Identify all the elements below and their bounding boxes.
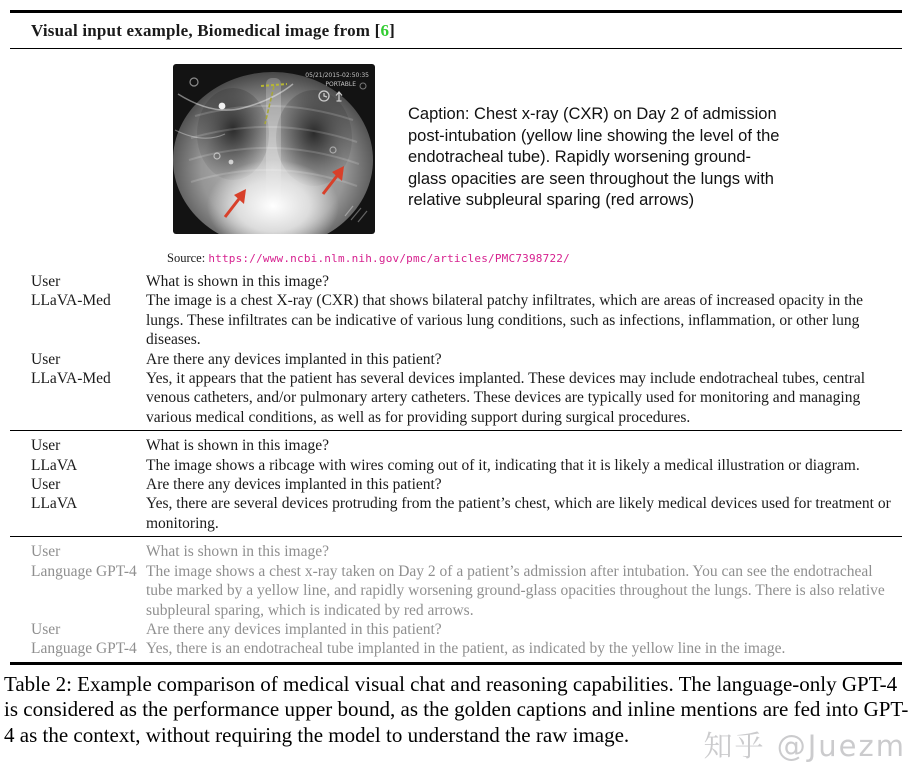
speaker-label: User: [31, 437, 61, 455]
source-label: Source:: [167, 251, 206, 265]
turn-row: [10, 369, 902, 427]
turn-text: What is shown in this image?: [146, 273, 329, 290]
turn-row: [10, 456, 902, 475]
table-header: [10, 13, 902, 48]
turn-text: The image is a chest X-ray (CXR) that shows bilateral patchy infiltrates, which are areas of increased opacity in the lungs. These infiltrates can be indicative of various lung conditions, such as infections, inflammation, or other lung diseases.: [146, 292, 864, 349]
turn-text: Yes, there is an endotracheal tube implanted in the patient, as indicated by the yellow line in the image.: [146, 640, 786, 658]
turn-row: [10, 291, 902, 349]
speaker-label: Language GPT-4: [31, 562, 137, 580]
header-title-suffix: ]: [389, 21, 396, 40]
citation-link[interactable]: 6: [380, 21, 390, 40]
speaker-label: LLaVA: [31, 495, 78, 513]
turn-row: [10, 494, 902, 533]
turn-row: [10, 350, 902, 369]
turn-row: [10, 620, 902, 639]
language-gpt4-section: [10, 537, 902, 661]
turn-text: Are there any devices implanted in this patient?: [146, 620, 442, 638]
turn-text: The image shows a chest x-ray taken on Day 2 of a patient’s admission after intubation. You can see the endotracheal tube marked by a yellow line, and rapidly worsening ground-glass opacities throughout the lungs. There is also relative subpleural sparing, which is indicated by red arrows.: [146, 562, 885, 619]
speaker-label: User: [31, 273, 61, 290]
paper-page: [0, 10, 911, 783]
turn-row: [10, 436, 902, 455]
source-row: [167, 251, 902, 267]
turn-row: [10, 272, 902, 291]
speaker-label: User: [31, 620, 61, 638]
speaker-label: User: [31, 476, 61, 494]
llava-section: [10, 431, 902, 536]
speaker-label: LLaVA: [31, 456, 78, 474]
speaker-label: User: [31, 543, 61, 561]
table-caption: Table 2: Example comparison of medical visual chat and reasoning capabilities. The language-only GPT-4 is considered as the performance upper bound, as the golden captions and inline mentions are fed into GPT-4 as the context, without requiring the model to understand the raw image.: [4, 671, 909, 747]
turn-text: Are there any devices implanted in this patient?: [146, 350, 442, 368]
header-title: Visual input example, Biomedical image from [: [31, 21, 381, 40]
table-bottom-border: [10, 662, 902, 665]
speaker-label: LLaVA-Med: [31, 292, 111, 310]
turn-text: Yes, there are several devices protruding from the patient’s chest, which are likely medical devices used for treatment or monitoring.: [146, 495, 891, 532]
turn-text: What is shown in this image?: [146, 543, 329, 561]
figure-row: [10, 49, 902, 251]
xray-mode-label: PORTABLE: [325, 81, 356, 88]
turn-text: Yes, it appears that the patient has several devices implanted. These devices may include endotracheal tubes, central venous catheters, and/or pulmonary artery catheters. These devices are typically used for monitoring and managing various medical conditions, as well as for providing support during surgical procedures.: [146, 370, 866, 426]
turn-row: [10, 475, 902, 494]
xray-svg: [173, 64, 375, 234]
chest-xray-image: [173, 64, 375, 234]
speaker-label: User: [31, 350, 61, 368]
example-table: [10, 10, 902, 662]
turn-row: [10, 542, 902, 561]
turn-text: The image shows a ribcage with wires coming out of it, indicating that it is likely a medical illustration or diagram.: [146, 456, 860, 474]
turn-row: [10, 639, 902, 658]
turn-text: Are there any devices implanted in this patient?: [146, 476, 442, 494]
source-url-link[interactable]: https://www.ncbi.nlm.nih.gov/pmc/articles/PMC7398722/: [208, 252, 570, 265]
speaker-label: LLaVA-Med: [31, 370, 111, 388]
speaker-label: Language GPT-4: [31, 640, 137, 658]
llava-med-section: [10, 267, 902, 430]
zhihu-watermark: 知乎 @Juezm: [703, 729, 906, 763]
turn-text: What is shown in this image?: [146, 437, 329, 455]
image-caption: Caption: Chest x-ray (CXR) on Day 2 of admission post-intubation (yellow line showing the level of the endotracheal tube). Rapidly worsening ground-glass opacities are seen throughout the lungs with relative subpleural sparing (red arrows): [408, 105, 780, 209]
xray-timestamp: 05/21/2015-02:50:35: [305, 72, 369, 79]
turn-row: [10, 562, 902, 620]
